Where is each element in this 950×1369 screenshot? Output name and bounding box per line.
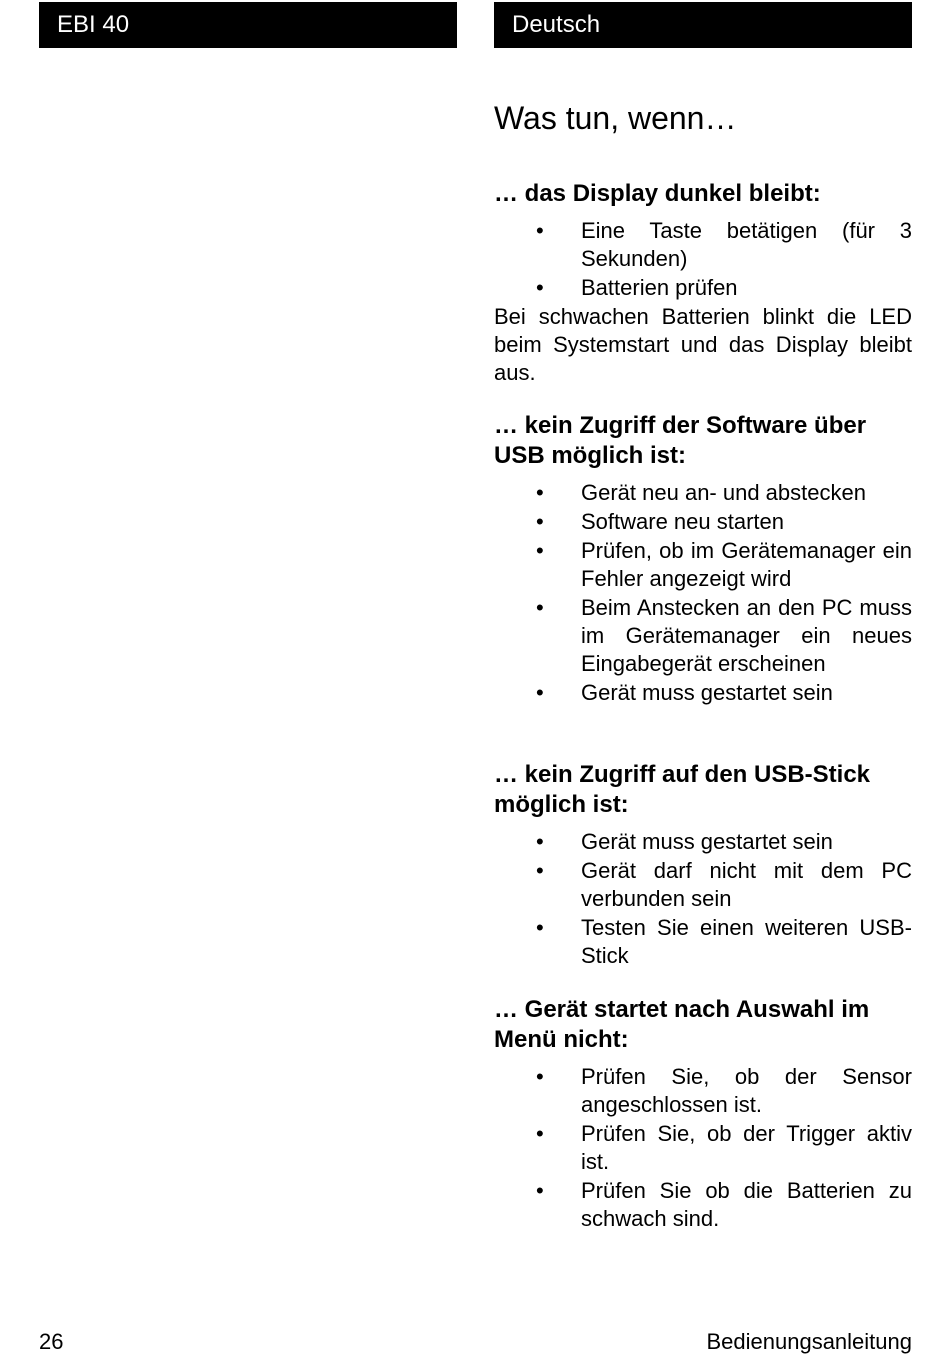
section-paragraph: Bei schwachen Batterien blinkt die LED beim Systemstart und das Display bleibt aus. — [494, 304, 912, 385]
list-item: • Eine Taste betätigen (für 3 Sekunden) — [536, 218, 912, 271]
bullet-icon: • — [536, 480, 544, 505]
list-item: • Software neu starten — [536, 509, 785, 534]
bullet-icon: • — [536, 275, 544, 300]
language-label: Deutsch — [512, 11, 601, 38]
section-heading: … Gerät startet nach Auswahl im Menü nicht: — [494, 996, 870, 1053]
list-item: • Beim Anstecken an den PC muss im Gerätemanager ein neues Eingabegerät erscheinen — [536, 595, 912, 676]
header-bar-right — [494, 2, 912, 48]
bullet-icon: • — [536, 915, 544, 940]
list-item: • Prüfen Sie, ob der Sensor angeschlossen ist. — [536, 1064, 912, 1117]
list-item: • Gerät neu an- und abstecken — [536, 480, 866, 505]
section-software-usb — [494, 411, 912, 708]
section-heading: … kein Zugriff der Software über USB möglich ist: — [494, 412, 867, 469]
list-item: • Prüfen Sie, ob der Trigger aktiv ist. — [536, 1121, 912, 1174]
section-heading: … das Display dunkel bleibt: — [494, 180, 821, 207]
page-title: Was tun, wenn… — [494, 100, 737, 136]
list-item: • Prüfen Sie ob die Batterien zu schwach sind. — [536, 1178, 912, 1231]
bullet-list — [494, 1063, 912, 1233]
bullet-list — [494, 479, 912, 707]
header-bar-left — [39, 2, 457, 48]
list-item: • Gerät darf nicht mit dem PC verbunden sein — [536, 858, 912, 911]
page-number: 26 — [39, 1329, 64, 1354]
bullet-icon: • — [536, 218, 544, 243]
bullet-icon: • — [536, 1064, 544, 1089]
section-device-start — [494, 995, 912, 1234]
device-name: EBI 40 — [57, 11, 130, 38]
list-item: • Gerät muss gestartet sein — [536, 829, 833, 854]
list-item: • Testen Sie einen weiteren USB-Stick — [536, 915, 912, 968]
section-display-dark — [494, 179, 912, 387]
list-item: • Batterien prüfen — [536, 275, 738, 300]
bullet-list — [494, 828, 912, 970]
bullet-icon: • — [536, 680, 544, 705]
list-item: • Prüfen, ob im Gerätemanager ein Fehler angezeigt wird — [536, 538, 912, 591]
manual-label: Bedienungsanleitung — [706, 1329, 912, 1354]
bullet-icon: • — [536, 538, 544, 563]
section-usb-stick — [494, 760, 912, 971]
bullet-icon: • — [536, 1121, 544, 1146]
bullet-icon: • — [536, 1178, 544, 1203]
bullet-list — [494, 217, 912, 302]
bullet-icon: • — [536, 858, 544, 883]
section-heading: … kein Zugriff auf den USB-Stick möglich ist: — [494, 761, 871, 818]
bullet-icon: • — [536, 509, 544, 534]
bullet-icon: • — [536, 595, 544, 620]
bullet-icon: • — [536, 829, 544, 854]
list-item: • Gerät muss gestartet sein — [536, 680, 833, 705]
